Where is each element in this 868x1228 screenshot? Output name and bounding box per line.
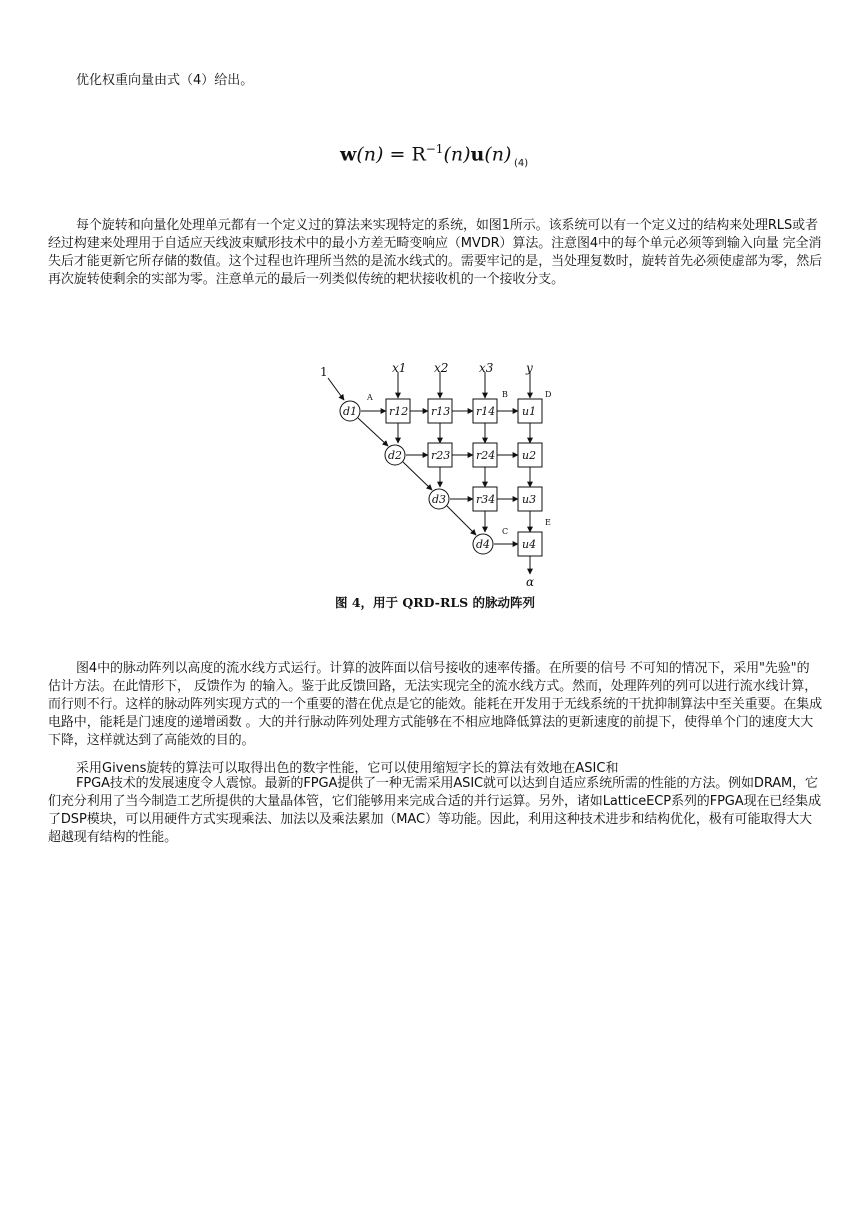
- cell-r13-label: r13: [431, 405, 451, 418]
- eq-exponent: −1: [425, 142, 444, 156]
- input-y-label: y: [526, 361, 533, 375]
- paragraph-rotation-cells: 每个旋转和向量化处理单元都有一个定义过的算法来实现特定的系统，如图1所示。该系统可以有一个定义过的结构来处理RLS或者经过构建来处理用于自适应天线波束赋形技术中的最小方差无畸变响应（MVDR）算法。注意图4中的每个单元必须等到输入向量 完全消失后才能更新它所存储的数值。这个过程也许理所当然的是流水线式的。需要牢记的是，当处理复数时，旋转首先必须使虚部为零，然后再次旋转使剩余的实部为零。注意单元的最后一列类似传统的耙状接收机的一个接收分支。: [48, 218, 823, 287]
- eq-lhs-arg: (n): [356, 143, 384, 166]
- cell-r14-label: r14: [476, 405, 496, 418]
- corner-label-d: D: [545, 390, 552, 399]
- eq-matrix: R: [411, 143, 426, 166]
- cell-r24-label: r24: [476, 449, 496, 462]
- input-x3-label: x3: [479, 361, 494, 375]
- equation: [340, 142, 511, 165]
- input-one-label: 1: [320, 365, 328, 379]
- corner-label-a: A: [367, 393, 373, 402]
- cell-d1-label: d1: [343, 405, 358, 418]
- cell-d4-label: d4: [476, 538, 491, 551]
- paragraph-systolic-array: 图4中的脉动阵列以高度的流水线方式运行。计算的波阵面以信号接收的速率传播。在所要的信号 不可知的情况下，采用"先验"的估计方法。在此情形下， 反馈作为 的输入。鉴于此反馈回路，无法实现完全的流水线方式。然而，处理阵列的列可以进行流水线计算，而行则不行。这样的脉动阵列实现方式的一个重要的潜在优点是它的能效。能耗在开发用于无线系统的干扰抑制算法中至关重要。在集成电路中，能耗是门速度的递增函数 。大的并行脉动阵列处理方式能够在不相应地降低算法的更新速度的前提下，使得单个门的速度大大下降，这样就达到了高能效的目的。: [48, 661, 823, 748]
- cell-u3-label: u3: [522, 493, 537, 506]
- cell-r23-label: r23: [431, 449, 451, 462]
- cell-d3-label: d3: [432, 493, 447, 506]
- eq-lhs: w: [340, 143, 357, 166]
- output-alpha-label: α: [526, 575, 535, 589]
- figure-caption: 图 4，用于 QRD-RLS 的脉动阵列: [335, 595, 535, 610]
- cell-u1-label: u1: [522, 405, 537, 418]
- corner-label-e: E: [545, 518, 551, 527]
- eq-equals: =: [389, 143, 406, 166]
- input-x1-label: x1: [392, 361, 407, 375]
- cell-d2-label: d2: [388, 449, 403, 462]
- equation-number: (4): [514, 158, 529, 169]
- paragraph-givens-line1: 采用Givens旋转的算法可以取得出色的数字性能，它可以使用缩短字长的算法有效地在ASIC和: [76, 761, 619, 776]
- corner-label-b: B: [502, 390, 508, 399]
- cell-u2-label: u2: [522, 449, 537, 462]
- eq-vector-arg: (n): [484, 143, 512, 166]
- systolic-array-figure: [310, 360, 560, 590]
- eq-matrix-arg: (n): [443, 143, 471, 166]
- input-x2-label: x2: [434, 361, 449, 375]
- intro-text: 优化权重向量由式（4）给出。: [76, 73, 254, 88]
- paragraph-fpga: FPGA技术的发展速度令人震惊。最新的FPGA提供了一种无需采用ASIC就可以达到自适应系统所需的性能的方法。例如DRAM，它们充分利用了当今制造工艺所提供的大量晶体管，它们能够用来完成合适的并行运算。另外，诸如LatticeECP系列的FPGA现在已经集成了DSP模块，可以用硬件方式实现乘法、加法以及乘法累加（MAC）等功能。因此，利用这种技术进步和结构优化，极有可能取得大大超越现有结构的性能。: [48, 776, 821, 845]
- cell-r12-label: r12: [389, 405, 409, 418]
- cell-r34-label: r34: [476, 493, 496, 506]
- eq-vector: u: [470, 143, 485, 166]
- corner-label-c: C: [502, 527, 509, 536]
- cell-u4-label: u4: [522, 538, 537, 551]
